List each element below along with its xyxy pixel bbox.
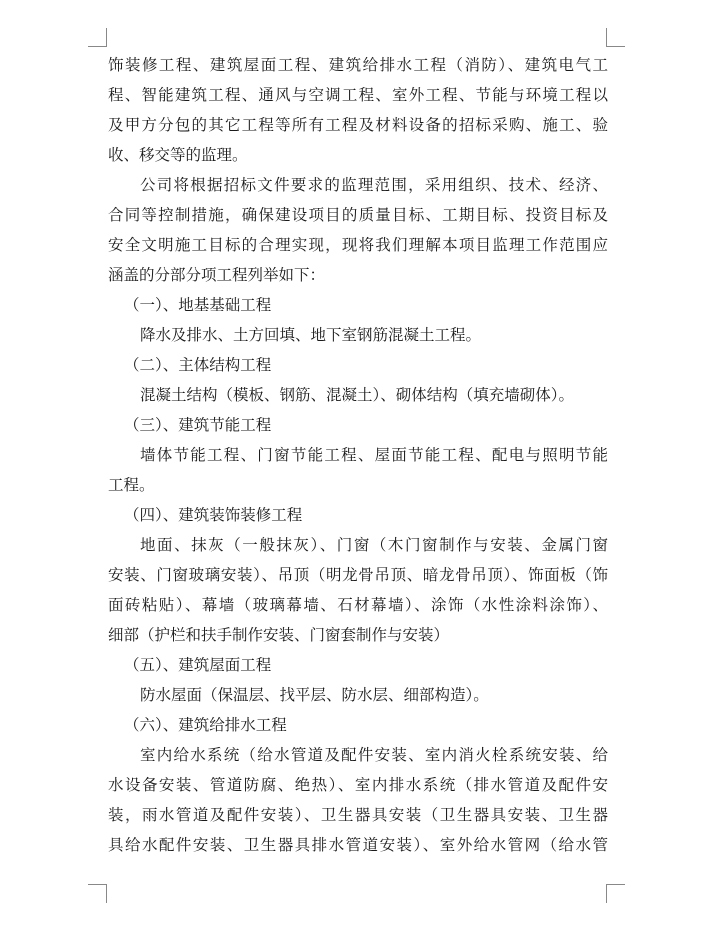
body-line: 水设备安装、管道防腐、绝热）、室内排水系统（排水管道及配件安 xyxy=(108,776,608,794)
crop-mark-top-right xyxy=(606,28,625,47)
section-heading: （二）、主体结构工程 xyxy=(124,356,272,374)
section-heading: （一）、地基基础工程 xyxy=(124,296,272,314)
section-heading: （六）、建筑给排水工程 xyxy=(124,716,287,734)
body-line: 及甲方分包的其它工程等所有工程及材料设备的招标采购、施工、验 xyxy=(108,116,608,134)
paragraph-line: 公司将根据招标文件要求的监理范围，采用组织、技术、经济、 xyxy=(140,176,608,194)
body-line: 面砖粘贴）、幕墙（玻璃幕墙、石材幕墙）、涂饰（水性涂料涂饰）、 xyxy=(108,596,608,614)
crop-mark-bottom-left xyxy=(88,884,107,903)
crop-mark-top-left xyxy=(88,28,107,47)
section-item: 地面、抹灰（一般抹灰）、门窗（木门窗制作与安装、金属门窗 xyxy=(140,536,608,554)
document-body xyxy=(108,50,608,860)
section-heading: （三）、建筑节能工程 xyxy=(124,416,272,434)
section-item: 防水屋面（保温层、找平层、防水层、细部构造）。 xyxy=(140,686,489,704)
body-line: 工程。 xyxy=(108,476,155,494)
body-line: 装，雨水管道及配件安装）、卫生器具安装（卫生器具安装、卫生器 xyxy=(108,806,608,824)
body-line: 涵盖的分部分项工程列举如下： xyxy=(108,266,326,284)
body-line: 程、智能建筑工程、通风与空调工程、室外工程、节能与环境工程以 xyxy=(108,86,608,104)
body-line: 安装、门窗玻璃安装）、吊顶（明龙骨吊顶、暗龙骨吊顶）、饰面板（饰 xyxy=(108,566,608,584)
crop-mark-bottom-right xyxy=(606,884,625,903)
section-item: 混凝土结构（模板、钢筋、混凝土）、砌体结构（填充墙砌体）。 xyxy=(140,386,575,404)
body-line: 收、移交等的监理。 xyxy=(108,146,248,164)
section-heading: （五）、建筑屋面工程 xyxy=(124,656,272,674)
body-line: 合同等控制措施，确保建设项目的质量目标、工期目标、投资目标及 xyxy=(108,206,608,224)
body-line: 具给水配件安装、卫生器具排水管道安装）、室外给水管网（给水管 xyxy=(108,836,608,854)
section-item: 墙体节能工程、门窗节能工程、屋面节能工程、配电与照明节能 xyxy=(140,446,608,464)
body-line: 饰装修工程、建筑屋面工程、建筑给排水工程（消防）、建筑电气工 xyxy=(108,56,608,74)
section-heading: （四）、建筑装饰装修工程 xyxy=(124,506,303,524)
body-line: 细部（护栏和扶手制作安装、门窗套制作与安装） xyxy=(108,626,450,644)
section-item: 室内给水系统（给水管道及配件安装、室内消火栓系统安装、给 xyxy=(140,746,608,764)
section-item: 降水及排水、土方回填、地下室钢筋混凝土工程。 xyxy=(140,326,482,344)
body-line: 安全文明施工目标的合理实现，现将我们理解本项目监理工作范围应 xyxy=(108,236,608,254)
